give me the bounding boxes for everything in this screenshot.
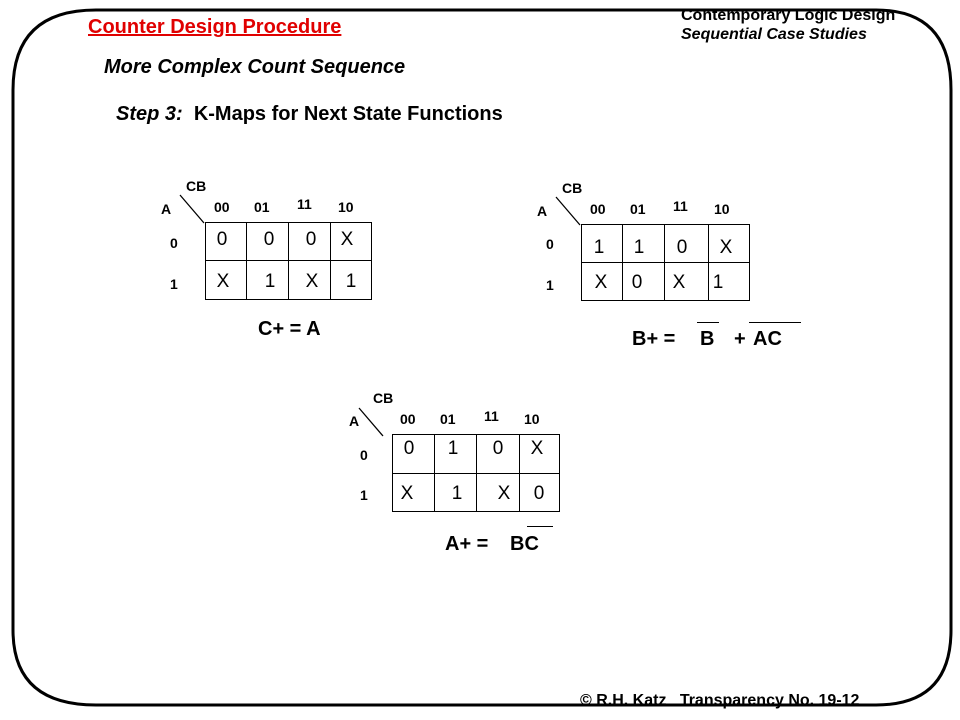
kmap-equation-term: AC <box>753 328 782 350</box>
kmap-cell: 1 <box>593 237 605 258</box>
kmap-cell: X <box>672 272 686 293</box>
kmap-cell: 0 <box>492 438 504 459</box>
kmap-col-var: CB <box>186 178 207 194</box>
kmap-cell: 1 <box>345 271 357 292</box>
slide-subtitle: More Complex Count Sequence <box>104 56 406 78</box>
kmap-col-header: 11 <box>673 198 688 214</box>
kmap-equation-prefix: A+ = <box>445 533 489 555</box>
kmap-col-header: 00 <box>590 201 606 217</box>
chapter-title: Sequential Case Studies <box>681 26 867 43</box>
kmap-row-var: A <box>349 413 360 429</box>
kmap-cell: X <box>530 438 544 459</box>
step-heading <box>116 103 503 126</box>
kmap-cell: 1 <box>712 272 724 293</box>
complement-bar <box>527 526 553 527</box>
kmap-cell: 0 <box>263 229 275 250</box>
kmap-row-header: 0 <box>360 447 368 463</box>
kmap-col-header: 11 <box>484 408 499 424</box>
footer-author: © R.H. Katz <box>580 692 667 709</box>
kmap-cell: 1 <box>264 271 276 292</box>
kmap-cell: X <box>400 483 414 504</box>
footer-credit <box>580 692 859 710</box>
kmap-cell: 1 <box>451 483 463 504</box>
slide-title: Counter Design Procedure <box>88 16 342 38</box>
kmap-col-header: 10 <box>714 201 730 217</box>
kmap-row-header: 1 <box>170 276 178 292</box>
kmap-cell: X <box>594 272 608 293</box>
kmap-cell: 0 <box>216 229 228 250</box>
kmap-row-var: A <box>161 201 172 217</box>
complement-bar <box>697 322 719 323</box>
kmap-col-var: CB <box>562 180 583 196</box>
complement-bar <box>749 322 801 323</box>
kmap-cell: 1 <box>447 438 459 459</box>
kmap-col-header: 01 <box>254 199 270 215</box>
kmap-col-header: 11 <box>297 196 312 212</box>
kmap-cell: 1 <box>633 237 645 258</box>
step-label: Step 3: <box>116 103 183 125</box>
kmap-equation-prefix: B+ = <box>632 328 676 350</box>
book-title: Contemporary Logic Design <box>681 7 896 24</box>
kmap-col-header: 00 <box>214 199 230 215</box>
kmap-cell: X <box>497 483 511 504</box>
step-text: K-Maps for Next State Functions <box>193 103 503 125</box>
kmap-col-header: 01 <box>630 201 646 217</box>
kmap-row-var: A <box>537 203 548 219</box>
kmap-row-header: 0 <box>546 236 554 252</box>
kmap-cell: 0 <box>305 229 317 250</box>
kmap-col-header: 10 <box>524 411 540 427</box>
kmap-equation: C+ = A <box>258 318 321 340</box>
kmap-cell: 0 <box>631 272 643 293</box>
kmap-row-header: 0 <box>170 235 178 251</box>
kmap-col-header: 10 <box>338 199 354 215</box>
kmap-cell: X <box>340 229 354 250</box>
kmap-diagonal <box>357 406 385 438</box>
kmap-col-header: 01 <box>440 411 456 427</box>
kmap-cell: X <box>305 271 319 292</box>
kmap-equation-term: BC <box>510 533 539 555</box>
kmap-row-header: 1 <box>546 277 554 293</box>
kmap-equation-term: B <box>700 328 715 350</box>
kmap-cell: X <box>216 271 230 292</box>
kmap-col-var: CB <box>373 390 394 406</box>
kmap-cell: 0 <box>676 237 688 258</box>
footer-transparency: Transparency No. 19-12 <box>679 692 860 709</box>
kmap-row-header: 1 <box>360 487 368 503</box>
kmap-cell: 0 <box>533 483 545 504</box>
kmap-equation-plus: + <box>734 328 746 350</box>
kmap-diagonal <box>178 193 206 225</box>
kmap-col-header: 00 <box>400 411 416 427</box>
kmap-diagonal <box>554 195 582 227</box>
kmap-cell: X <box>719 237 733 258</box>
kmap-cell: 0 <box>403 438 415 459</box>
